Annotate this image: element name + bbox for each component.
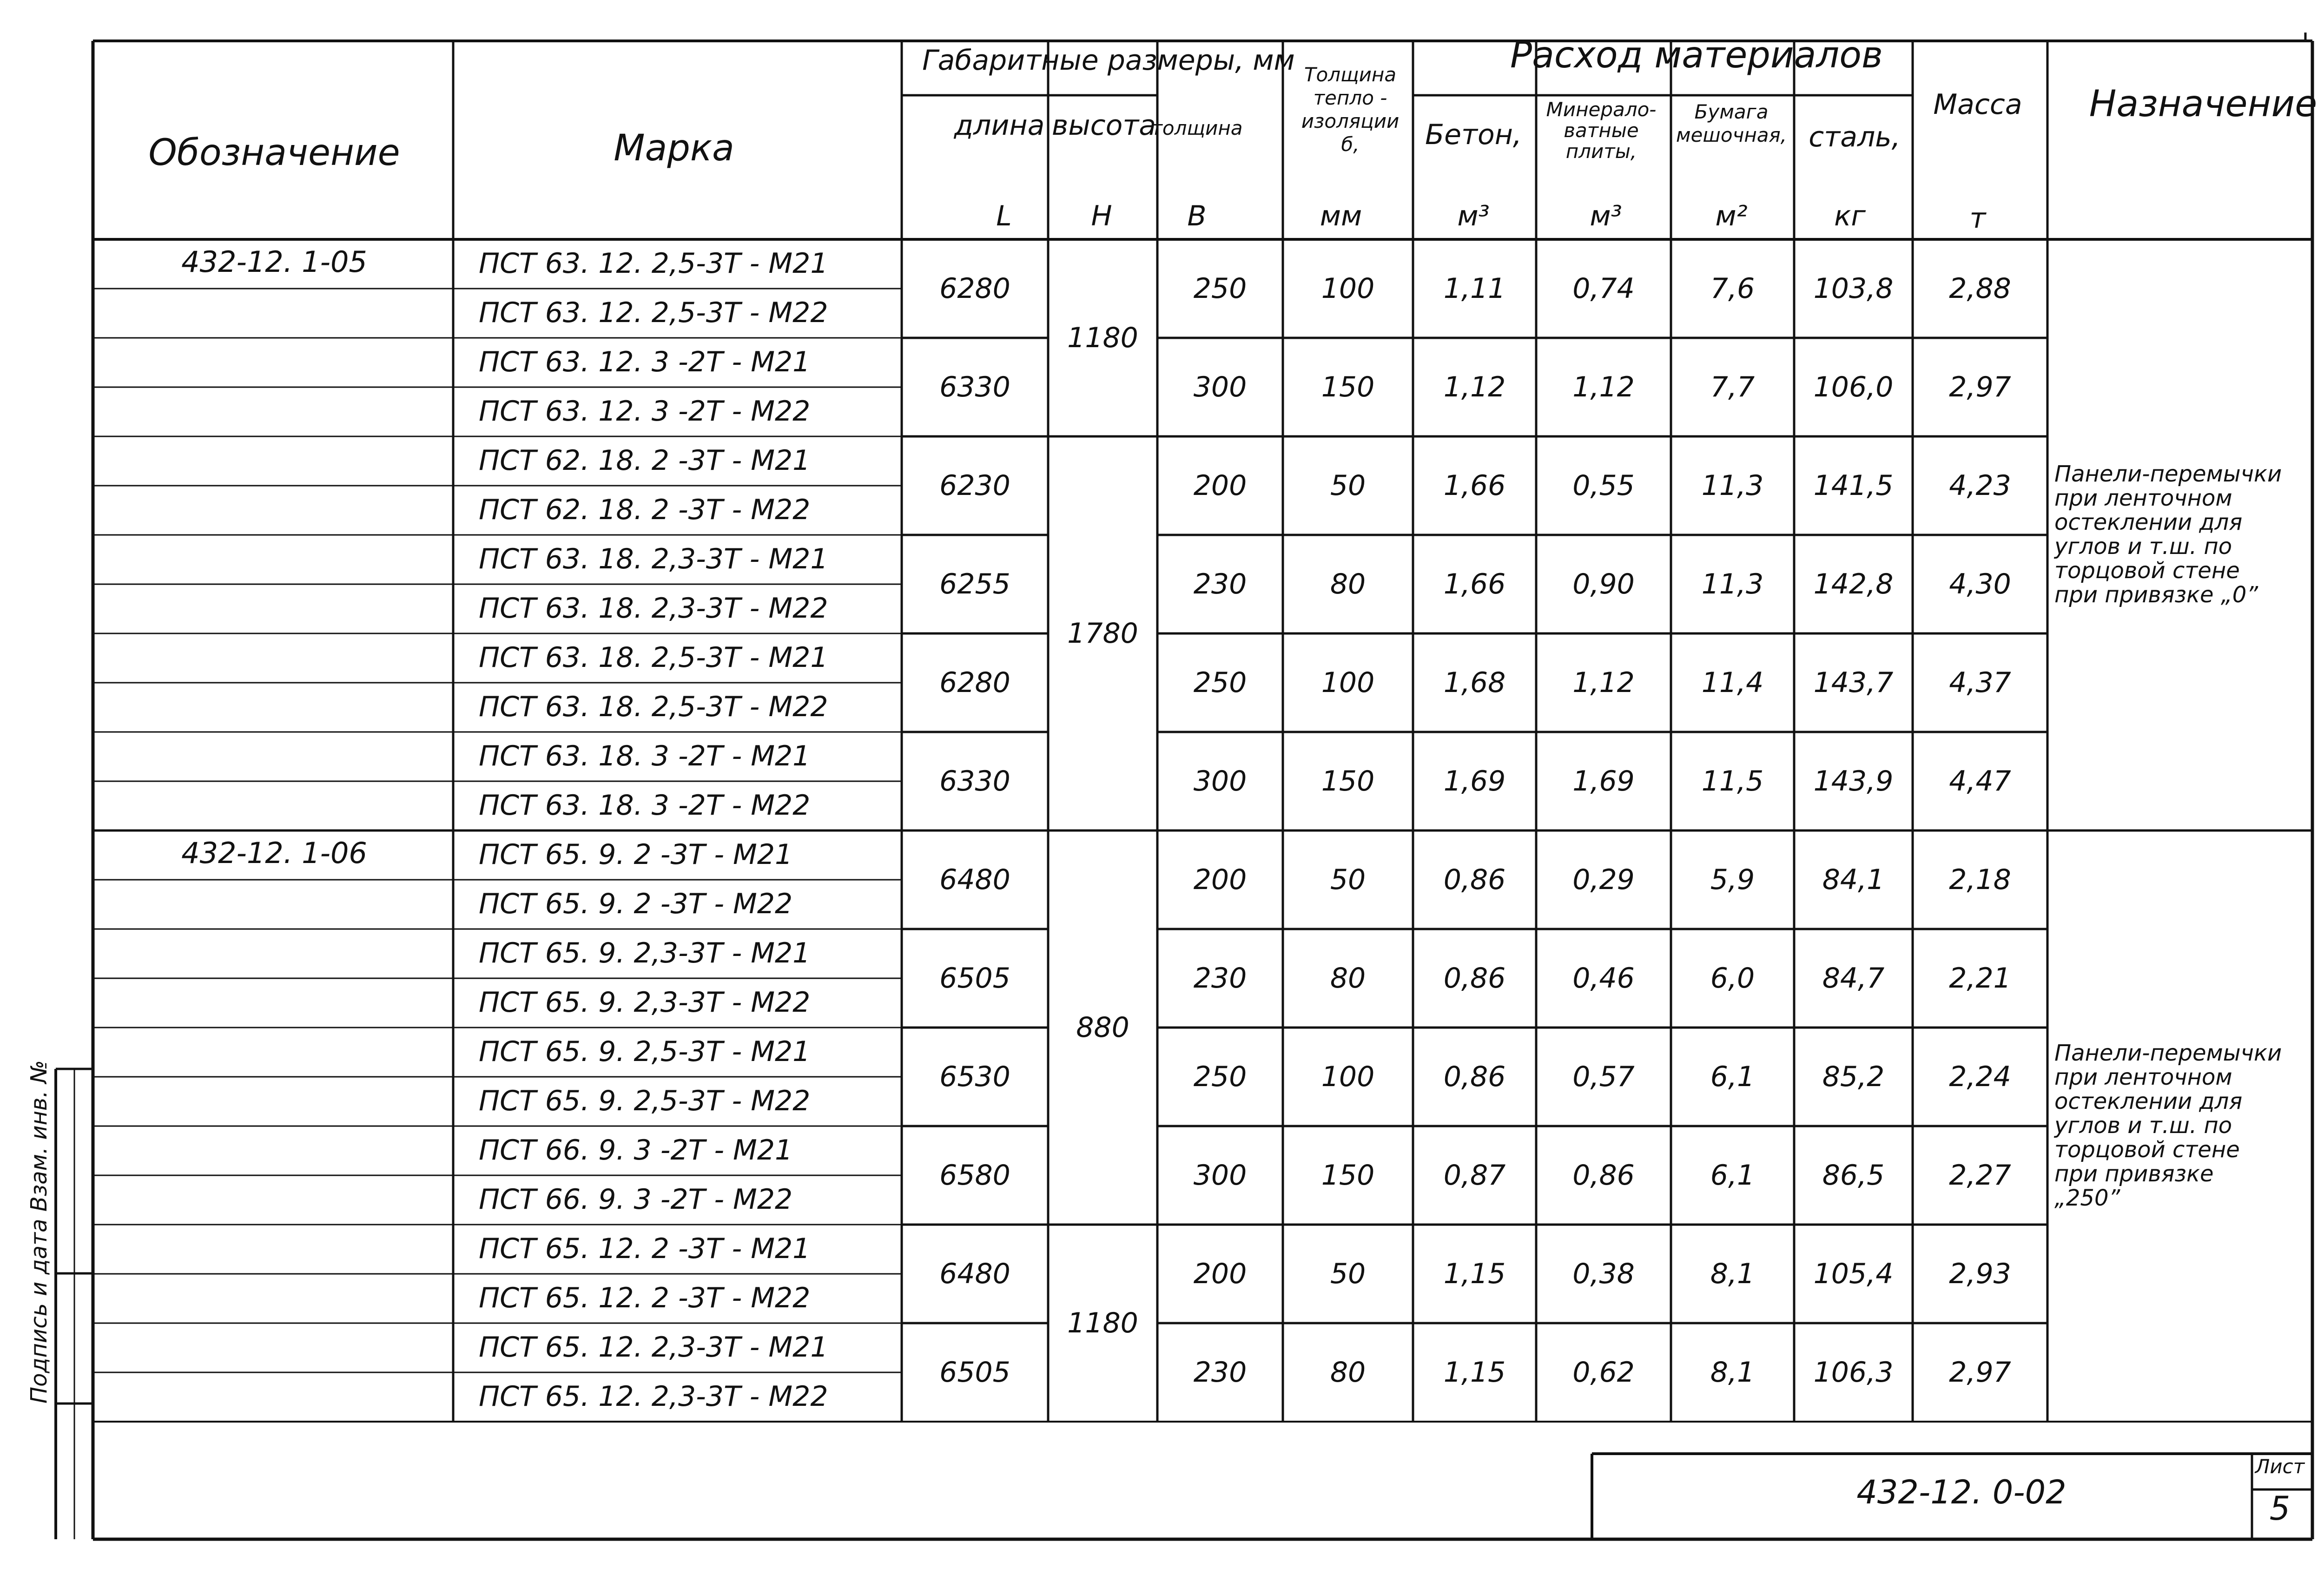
header-consumption: Расход материалов xyxy=(1510,34,1883,76)
wool-cell: 0,90 xyxy=(1572,568,1635,600)
header-insulation-3: изоляции xyxy=(1301,110,1400,132)
wool-cell: 0,55 xyxy=(1572,469,1635,502)
header-concrete: Бетон, xyxy=(1425,119,1522,151)
thickness-cell: 200 xyxy=(1193,863,1247,896)
length-cell: 6480 xyxy=(939,863,1010,896)
purpose-line: Панели-перемычки xyxy=(2054,461,2282,487)
mass-cell: 4,23 xyxy=(1949,469,2011,502)
mark-cell: ПСТ 66. 9. 3 -2Т - М21 xyxy=(479,1134,793,1167)
concrete-cell: 0,87 xyxy=(1443,1159,1506,1192)
unit-insulation: мм xyxy=(1320,200,1362,232)
mass-cell: 2,18 xyxy=(1949,863,2011,896)
mass-cell: 2,88 xyxy=(1949,272,2011,305)
length-cell: 6255 xyxy=(939,568,1010,600)
purpose-line: „250” xyxy=(2054,1185,2120,1211)
insulation-cell: 150 xyxy=(1321,765,1375,797)
wool-cell: 0,57 xyxy=(1572,1061,1635,1093)
concrete-cell: 1,11 xyxy=(1443,272,1506,305)
table-header xyxy=(148,34,2317,235)
wool-cell: 1,12 xyxy=(1572,371,1635,403)
unit-length: L xyxy=(996,200,1012,232)
thickness-cell: 250 xyxy=(1193,272,1247,305)
purpose-line: при привязке „0” xyxy=(2054,582,2258,608)
steel-cell: 106,0 xyxy=(1813,371,1894,403)
mark-cell: ПСТ 63. 18. 3 -2Т - М21 xyxy=(479,740,811,773)
mass-cell: 4,30 xyxy=(1949,568,2011,600)
header-mass: Масса xyxy=(1933,88,2022,121)
insulation-cell: 80 xyxy=(1330,962,1366,995)
thickness-cell: 250 xyxy=(1193,1061,1247,1093)
header-insulation-1: Толщина xyxy=(1304,63,1397,86)
insulation-cell: 50 xyxy=(1330,863,1366,896)
paper-cell: 5,9 xyxy=(1710,863,1755,896)
steel-cell: 143,7 xyxy=(1813,666,1894,699)
designation-code: 432-12. 1-06 xyxy=(181,836,367,870)
unit-wool: м³ xyxy=(1590,200,1622,232)
purpose-line: при привязке xyxy=(2054,1161,2214,1187)
paper-cell: 8,1 xyxy=(1710,1258,1755,1290)
purpose-line: при ленточном xyxy=(2054,485,2232,511)
height-cell: 880 xyxy=(1076,1011,1129,1044)
paper-cell: 7,6 xyxy=(1710,272,1755,305)
wool-cell: 0,86 xyxy=(1572,1159,1635,1192)
insulation-cell: 150 xyxy=(1321,371,1375,403)
mark-cell: ПСТ 63. 12. 2,5-3Т - М21 xyxy=(479,247,828,280)
height-cell: 1180 xyxy=(1067,322,1138,354)
designation-code: 432-12. 1-05 xyxy=(181,245,367,279)
mark-cell: ПСТ 65. 12. 2,3-3Т - М21 xyxy=(479,1331,828,1364)
steel-cell: 143,9 xyxy=(1813,765,1894,797)
mass-cell: 4,47 xyxy=(1949,765,2011,797)
insulation-cell: 150 xyxy=(1321,1159,1375,1192)
mass-cell: 4,37 xyxy=(1949,666,2011,699)
paper-cell: 6,0 xyxy=(1710,962,1755,995)
unit-paper: м² xyxy=(1715,200,1748,232)
insulation-cell: 50 xyxy=(1330,1258,1366,1290)
mark-cell: ПСТ 65. 9. 2,5-3Т - М22 xyxy=(479,1085,811,1118)
paper-cell: 6,1 xyxy=(1710,1159,1755,1192)
height-cell: 1780 xyxy=(1067,617,1138,650)
table-body xyxy=(181,245,2282,1413)
unit-steel: кг xyxy=(1834,200,1866,232)
wool-cell: 0,62 xyxy=(1572,1356,1635,1389)
length-cell: 6505 xyxy=(939,962,1010,995)
mark-cell: ПСТ 65. 12. 2 -3Т - М21 xyxy=(479,1232,811,1265)
mark-cell: ПСТ 65. 9. 2,3-3Т - М21 xyxy=(479,937,811,970)
steel-cell: 106,3 xyxy=(1813,1356,1894,1389)
steel-cell: 84,1 xyxy=(1822,863,1885,896)
length-cell: 6530 xyxy=(939,1061,1010,1093)
wool-cell: 0,46 xyxy=(1572,962,1635,995)
mark-cell: ПСТ 63. 18. 2,5-3Т - М21 xyxy=(479,641,828,674)
purpose-line: торцовой стене xyxy=(2054,1137,2240,1163)
concrete-cell: 0,86 xyxy=(1443,1061,1506,1093)
mark-cell: ПСТ 65. 9. 2,5-3Т - М21 xyxy=(479,1035,811,1068)
mark-cell: ПСТ 62. 18. 2 -3Т - М21 xyxy=(479,444,811,477)
thickness-cell: 230 xyxy=(1193,962,1247,995)
concrete-cell: 1,68 xyxy=(1443,666,1506,699)
length-cell: 6480 xyxy=(939,1258,1010,1290)
insulation-cell: 100 xyxy=(1321,272,1375,305)
mark-cell: ПСТ 65. 9. 2 -3Т - М22 xyxy=(479,888,793,921)
header-designation: Обозначение xyxy=(148,132,400,174)
header-paper-2: мешочная, xyxy=(1676,124,1787,146)
steel-cell: 142,8 xyxy=(1813,568,1894,600)
mark-cell: ПСТ 66. 9. 3 -2Т - М22 xyxy=(479,1183,793,1216)
purpose-line: углов и т.ш. по xyxy=(2054,1113,2232,1139)
paper-cell: 11,4 xyxy=(1701,666,1764,699)
wool-cell: 0,74 xyxy=(1572,272,1635,305)
header-thickness: толщина xyxy=(1151,117,1243,139)
thickness-cell: 300 xyxy=(1193,1159,1247,1192)
mark-cell: ПСТ 65. 9. 2 -3Т - М21 xyxy=(479,838,793,871)
unit-thickness: B xyxy=(1187,200,1207,232)
stamp-doc-code: 432-12. 0-02 xyxy=(1856,1473,2067,1511)
header-overall-dims: Габаритные размеры, мм xyxy=(922,44,1295,77)
purpose-line: торцовой стене xyxy=(2054,558,2240,584)
concrete-cell: 0,86 xyxy=(1443,863,1506,896)
mark-cell: ПСТ 63. 18. 2,5-3Т - М22 xyxy=(479,691,828,724)
header-insulation-2: тепло - xyxy=(1313,86,1387,109)
mass-cell: 2,24 xyxy=(1949,1061,2011,1093)
mark-cell: ПСТ 65. 12. 2 -3Т - М22 xyxy=(479,1282,811,1315)
insulation-cell: 80 xyxy=(1330,1356,1366,1389)
header-wool-1: Минерало- xyxy=(1546,98,1657,121)
insulation-cell: 100 xyxy=(1321,1061,1375,1093)
concrete-cell: 1,66 xyxy=(1443,469,1506,502)
length-cell: 6330 xyxy=(939,765,1010,797)
mass-cell: 2,27 xyxy=(1949,1159,2011,1192)
concrete-cell: 1,12 xyxy=(1443,371,1506,403)
length-cell: 6580 xyxy=(939,1159,1010,1192)
header-purpose: Назначение xyxy=(2089,83,2317,125)
mark-cell: ПСТ 63. 12. 3 -2Т - М21 xyxy=(479,346,811,379)
thickness-cell: 300 xyxy=(1193,765,1247,797)
concrete-cell: 1,15 xyxy=(1443,1356,1506,1389)
table-grid xyxy=(93,41,2312,1422)
steel-cell: 84,7 xyxy=(1822,962,1885,995)
mark-cell: ПСТ 63. 18. 2,3-3Т - М22 xyxy=(479,592,828,625)
steel-cell: 105,4 xyxy=(1813,1258,1894,1290)
steel-cell: 86,5 xyxy=(1822,1159,1885,1192)
concrete-cell: 0,86 xyxy=(1443,962,1506,995)
wool-cell: 1,12 xyxy=(1572,666,1635,699)
concrete-cell: 1,15 xyxy=(1443,1258,1506,1290)
insulation-cell: 100 xyxy=(1321,666,1375,699)
steel-cell: 141,5 xyxy=(1813,469,1894,502)
header-length: длина xyxy=(954,109,1045,142)
title-block xyxy=(1856,1455,2305,1528)
stamp-sheet-label: Лист xyxy=(2255,1455,2305,1478)
purpose-line: остеклении для xyxy=(2054,509,2243,535)
paper-cell: 8,1 xyxy=(1710,1356,1755,1389)
mark-cell: ПСТ 65. 12. 2,3-3Т - М22 xyxy=(479,1380,828,1413)
paper-cell: 6,1 xyxy=(1710,1061,1755,1093)
insulation-cell: 50 xyxy=(1330,469,1366,502)
purpose-line: при ленточном xyxy=(2054,1064,2232,1090)
steel-cell: 103,8 xyxy=(1813,272,1894,305)
paper-cell: 7,7 xyxy=(1710,371,1755,403)
mark-cell: ПСТ 63. 12. 3 -2Т - М22 xyxy=(479,395,811,428)
mass-cell: 2,97 xyxy=(1949,371,2011,403)
length-cell: 6330 xyxy=(939,371,1010,403)
mass-cell: 2,97 xyxy=(1949,1356,2011,1389)
header-steel: сталь, xyxy=(1809,121,1901,153)
mark-cell: ПСТ 63. 18. 2,3-3Т - М21 xyxy=(479,543,828,576)
wool-cell: 1,69 xyxy=(1572,765,1635,797)
paper-cell: 11,3 xyxy=(1701,568,1764,600)
header-wool-2: ватные xyxy=(1564,119,1639,142)
margin-note: Подпись и дата Взам. инв. № xyxy=(26,1060,52,1404)
purpose-line: углов и т.ш. по xyxy=(2054,534,2232,560)
length-cell: 6280 xyxy=(939,666,1010,699)
header-paper-1: Бумага xyxy=(1694,100,1769,123)
paper-cell: 11,5 xyxy=(1701,765,1764,797)
mass-cell: 2,93 xyxy=(1949,1258,2011,1290)
unit-mass: т xyxy=(1969,202,1986,235)
steel-cell: 85,2 xyxy=(1822,1061,1885,1093)
mass-cell: 2,21 xyxy=(1949,962,2011,995)
length-cell: 6230 xyxy=(939,469,1010,502)
length-cell: 6280 xyxy=(939,272,1010,305)
purpose-line: остеклении для xyxy=(2054,1088,2243,1114)
mark-cell: ПСТ 62. 18. 2 -3Т - М22 xyxy=(479,494,811,527)
thickness-cell: 230 xyxy=(1193,1356,1247,1389)
wool-cell: 0,29 xyxy=(1572,863,1635,896)
mark-cell: ПСТ 63. 12. 2,5-3Т - М22 xyxy=(479,297,828,329)
insulation-cell: 80 xyxy=(1330,568,1366,600)
mark-cell: ПСТ 65. 9. 2,3-3Т - М22 xyxy=(479,986,811,1019)
thickness-cell: 200 xyxy=(1193,1258,1247,1290)
unit-concrete: м³ xyxy=(1457,200,1490,232)
length-cell: 6505 xyxy=(939,1356,1010,1389)
height-cell: 1180 xyxy=(1067,1307,1138,1339)
wool-cell: 0,38 xyxy=(1572,1258,1635,1290)
thickness-cell: 230 xyxy=(1193,568,1247,600)
header-insulation-4: б, xyxy=(1341,133,1360,156)
purpose-line: Панели-перемычки xyxy=(2054,1040,2282,1066)
header-mark: Марка xyxy=(614,127,734,169)
thickness-cell: 200 xyxy=(1193,469,1247,502)
stamp-sheet-number: 5 xyxy=(2269,1489,2291,1528)
concrete-cell: 1,66 xyxy=(1443,568,1506,600)
header-height: высота xyxy=(1051,109,1156,142)
mark-cell: ПСТ 63. 18. 3 -2Т - М22 xyxy=(479,789,811,822)
paper-cell: 11,3 xyxy=(1701,469,1764,502)
thickness-cell: 250 xyxy=(1193,666,1247,699)
concrete-cell: 1,69 xyxy=(1443,765,1506,797)
thickness-cell: 300 xyxy=(1193,371,1247,403)
unit-height: H xyxy=(1091,200,1112,232)
header-wool-3: плиты, xyxy=(1565,140,1637,163)
